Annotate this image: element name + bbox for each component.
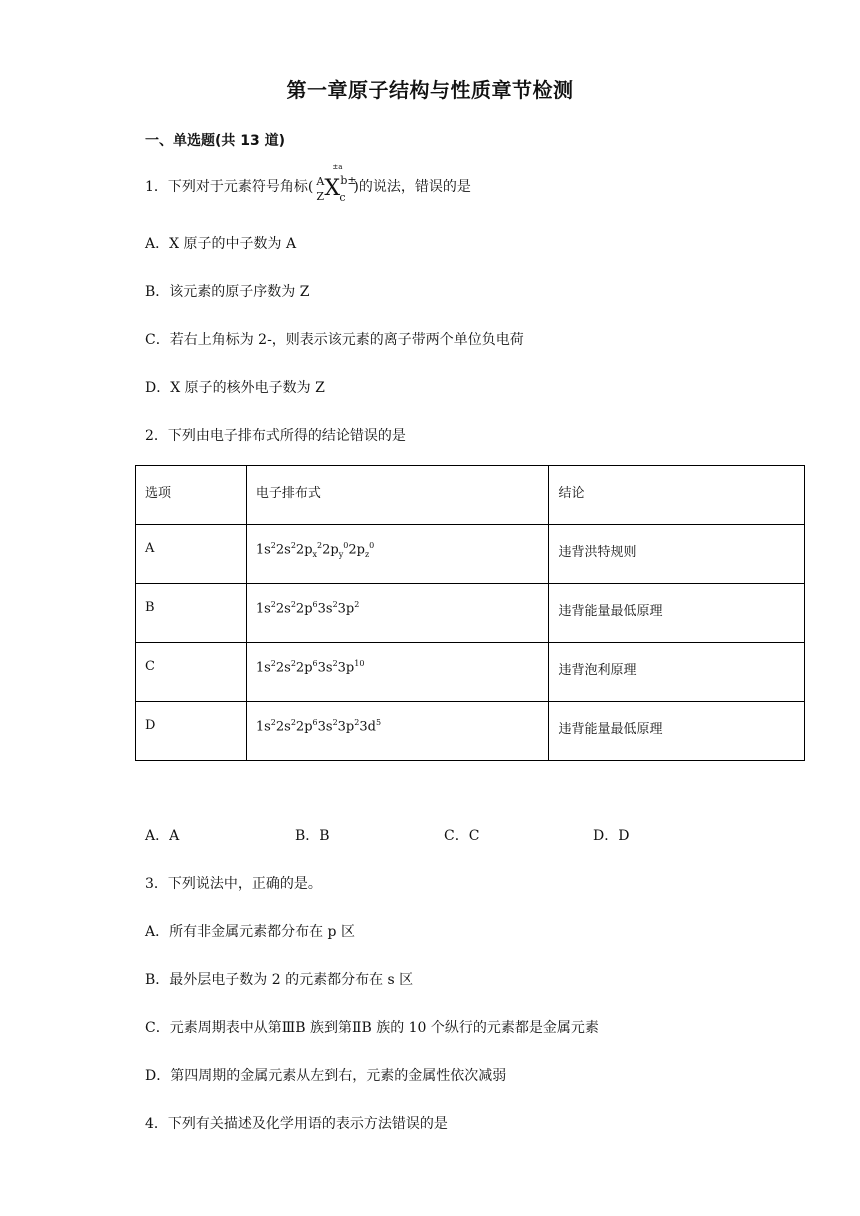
table-row	[136, 584, 805, 643]
question-1-option-b: B．该元素的原子序数为 Z	[145, 284, 310, 300]
question-1-option-c: C．若右上角标为 2-，则表示该元素的离子带两个单位负电荷	[145, 332, 524, 348]
document-title: 第一章原子结构与性质章节检测	[286, 78, 574, 102]
electron-count: 2	[332, 600, 338, 609]
electron-count: 0	[369, 541, 375, 550]
table-row	[136, 702, 805, 761]
row-option: C	[136, 643, 247, 702]
electron-count: 2	[290, 659, 296, 668]
table-row	[136, 643, 805, 702]
orbital-term: 3d	[359, 719, 376, 735]
electron-count: 2	[290, 718, 296, 727]
orbital-term: 2p	[348, 542, 365, 558]
orbital-term: 3s	[317, 601, 333, 617]
nuclide-notation: A Z X ±a b± c	[316, 163, 357, 204]
orbital-term: 3p	[337, 660, 355, 676]
question-3-option-c: C．元素周期表中从第ⅢB 族到第ⅡB 族的 10 个纵行的元素都是金属元素	[145, 1020, 599, 1036]
orbital-term: 3s	[317, 719, 333, 735]
row-option: B	[136, 584, 247, 643]
question-2-stem: 2．下列由电子排布式所得的结论错误的是	[145, 428, 406, 444]
row-config	[246, 525, 549, 584]
question-2-answer-a: A．A	[145, 828, 180, 844]
orbital-axis: x	[312, 549, 318, 559]
orbital-term: 1s	[255, 601, 271, 617]
row-conclusion: 违背能量最低原理	[549, 702, 805, 761]
table-row	[136, 525, 805, 584]
electron-count: 6	[312, 659, 318, 668]
orbital-term: 2p	[322, 542, 339, 558]
orbital-axis: z	[364, 549, 370, 559]
question-4-stem: 4．下列有关描述及化学用语的表示方法错误的是	[145, 1116, 448, 1132]
orbital-term: 2s	[275, 542, 291, 558]
header-config: 电子排布式	[246, 466, 549, 525]
electron-count: 2	[332, 659, 338, 668]
orbital-term: 2p	[295, 719, 313, 735]
row-config	[246, 584, 549, 643]
row-conclusion: 违背能量最低原理	[549, 584, 805, 643]
orbital-term: 2p	[295, 542, 313, 558]
electron-count: 5	[375, 718, 382, 727]
orbital-term: 3p	[337, 601, 355, 617]
orbital-term: 2s	[275, 601, 291, 617]
row-conclusion: 违背泡利原理	[549, 643, 805, 702]
orbital-term: 2p	[295, 660, 313, 676]
orbital-axis: y	[338, 549, 344, 559]
electron-count: 2	[332, 718, 338, 727]
electron-count: 10	[354, 659, 365, 668]
electron-count: 2	[290, 600, 296, 609]
question-2-answer-d: D．D	[593, 828, 630, 844]
orbital-term: 2s	[275, 660, 291, 676]
question-3-option-a: A．所有非金属元素都分布在 p 区	[145, 924, 355, 940]
question-1-option-d: D．X 原子的核外电子数为 Z	[145, 380, 325, 396]
question-1-stem: 1．下列对于元素符号角标( A Z X ±a b± c )的说法，错误的是	[145, 163, 471, 204]
orbital-term: 3p	[337, 719, 355, 735]
table-header-row	[136, 466, 805, 525]
electron-count: 2	[290, 541, 296, 550]
header-conclusion: 结论	[549, 466, 805, 525]
orbital-term: 1s	[255, 542, 271, 558]
electron-count: 2	[354, 718, 360, 727]
electron-count: 6	[312, 718, 318, 727]
row-conclusion: 违背洪特规则	[549, 525, 805, 584]
electron-count: 6	[312, 600, 318, 609]
question-3-option-b: B．最外层电子数为 2 的元素都分布在 s 区	[145, 972, 414, 988]
section-heading: 一、单选题(共 13 道)	[145, 133, 286, 149]
row-option: D	[136, 702, 247, 761]
electron-count: 2	[354, 600, 360, 609]
header-option: 选项	[136, 466, 247, 525]
electron-count: 0	[343, 541, 349, 550]
row-config	[246, 643, 549, 702]
question-3-stem: 3．下列说法中，正确的是。	[145, 876, 322, 892]
orbital-term: 1s	[255, 719, 271, 735]
question-2-answer-b: B．B	[295, 828, 330, 844]
orbital-term: 1s	[255, 660, 271, 676]
electron-count: 2	[270, 659, 276, 668]
electron-config-table	[135, 465, 805, 761]
electron-count: 2	[270, 600, 276, 609]
row-option: A	[136, 525, 247, 584]
question-2-answer-c: C．C	[444, 828, 480, 844]
question-3-option-d: D．第四周期的金属元素从左到右，元素的金属性依次减弱	[145, 1068, 507, 1084]
question-1-option-a: A．X 原子的中子数为 A	[145, 236, 297, 252]
electron-count: 2	[270, 718, 276, 727]
orbital-term: 2s	[275, 719, 291, 735]
row-config	[246, 702, 549, 761]
electron-count: 2	[270, 541, 276, 550]
orbital-term: 2p	[295, 601, 313, 617]
electron-count: 2	[317, 541, 323, 550]
orbital-term: 3s	[317, 660, 333, 676]
